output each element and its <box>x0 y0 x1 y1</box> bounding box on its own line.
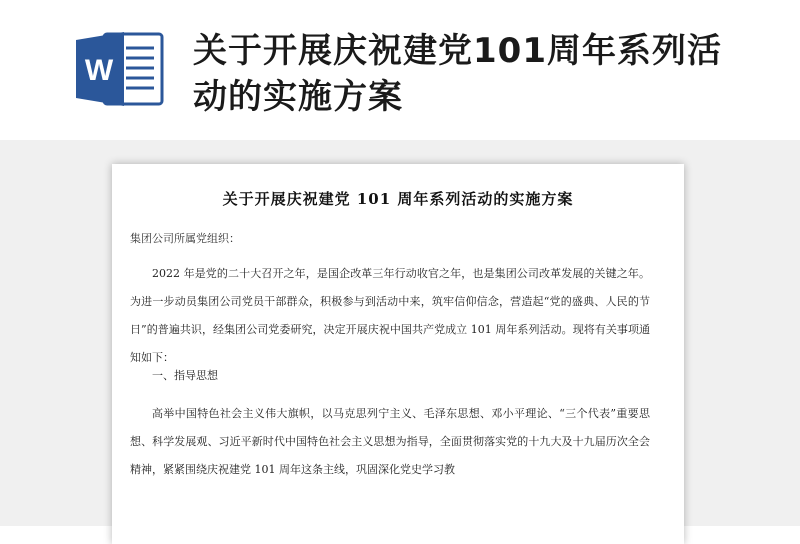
svg-text:W: W <box>84 54 114 87</box>
section-heading: 一、指导思想 <box>152 369 218 382</box>
document-title: 关于开展庆祝建党 101 周年系列活动的实施方案 <box>222 190 574 208</box>
word-document-icon <box>76 30 164 108</box>
paragraph: 高举中国特色社会主义伟大旗帜，以马克思列宁主义、毛泽东思想、邓小平理论、“三个代表”重要思想、科学发展观、习近平新时代中国特色社会主义思想为指导，全面贯彻落实党的十九大及十九届历次全会精神，紧紧围绕庆祝建党 101 周年这条主线，巩固深化党史学习教 <box>130 407 650 476</box>
paragraph: 2022 年是党的二十大召开之年，是国企改革三年行动收官之年，也是集团公司改革发展的关键之年。为进一步动员集团公司党员干部群众，积极参与到活动中来，筑牢信仰信念，营造起“党的盛典、人民的节日”的普遍共识，经集团公司党委研究，决定开展庆祝中国共产党成立 101 周年系列活动。现将有关事项通知如下： <box>130 267 650 364</box>
header-band <box>0 0 800 140</box>
document-page <box>112 164 684 544</box>
salutation: 集团公司所属党组织： <box>130 232 240 245</box>
page-title: 关于开展庆祝建党101周年系列活动的实施方案 <box>193 31 722 117</box>
